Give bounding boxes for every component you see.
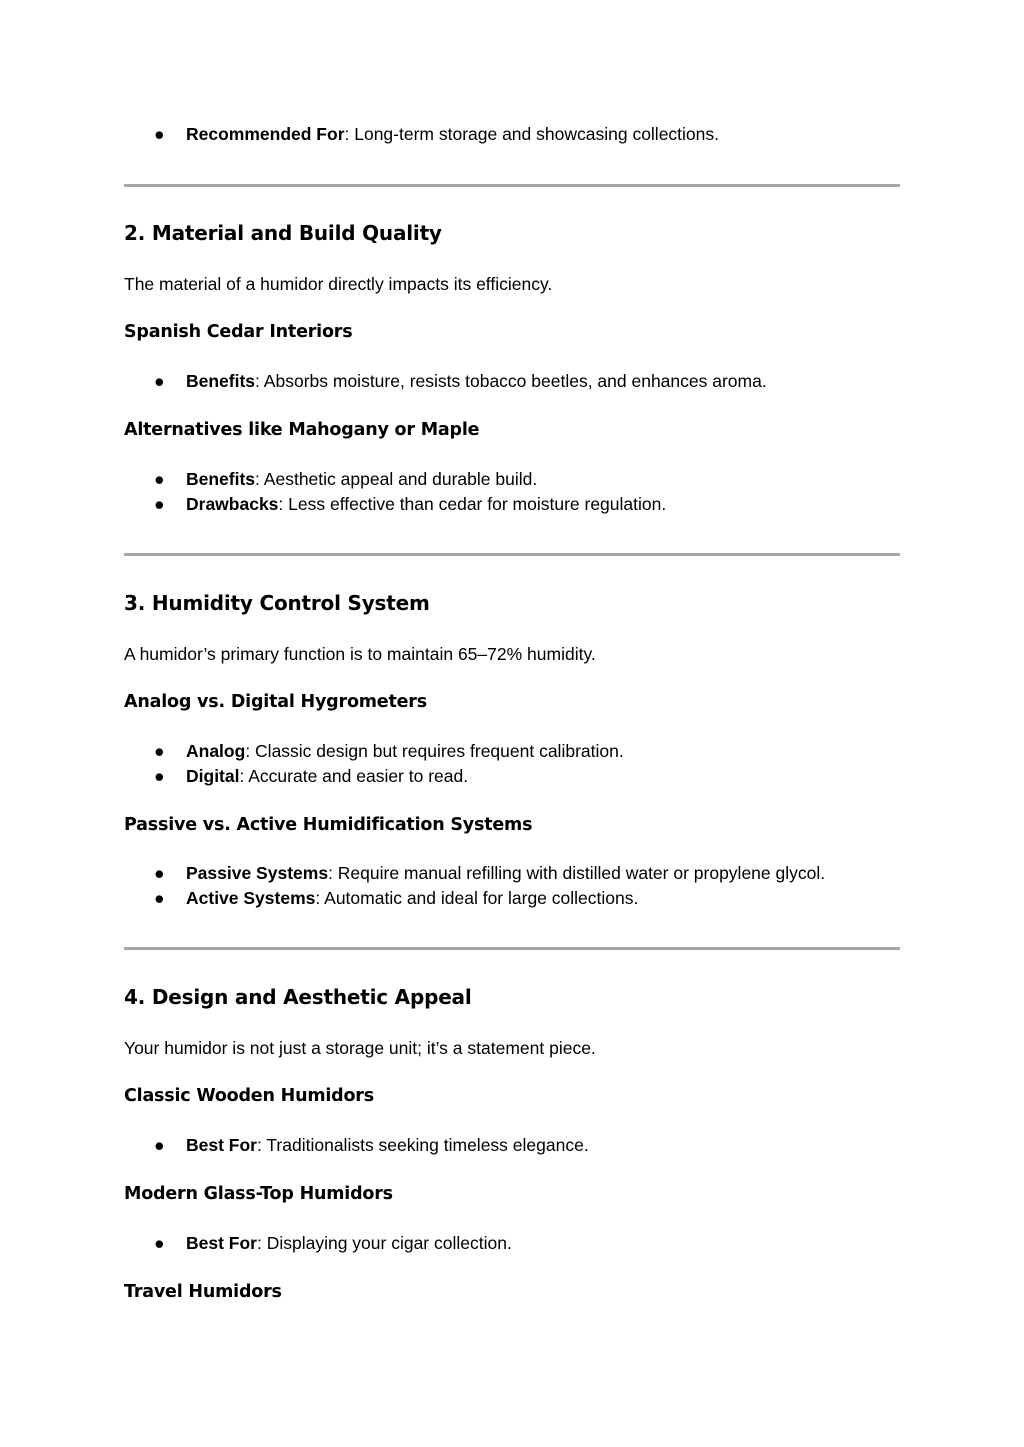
- horizontal-rule: [124, 184, 900, 187]
- bullet-dot: ●: [154, 888, 165, 908]
- bullet-text: : Classic design but requires frequent calibration.: [245, 741, 624, 761]
- bullet-dot: ●: [154, 766, 165, 786]
- horizontal-rule: [124, 947, 900, 950]
- bullet-text: : Require manual refilling with distilled water or propylene glycol.: [328, 863, 826, 883]
- bullet-text: : Less effective than cedar for moisture regulation.: [278, 494, 667, 514]
- bullet-text: : Automatic and ideal for large collections.: [315, 888, 639, 908]
- bullet-dot: ●: [154, 1135, 165, 1155]
- paragraph-design-intro: Your humidor is not just a storage unit; it’s a statement piece.: [124, 1038, 596, 1058]
- bullet-dot: ●: [154, 371, 165, 391]
- subheading-hygrometers: Analog vs. Digital Hygrometers: [124, 692, 427, 712]
- subheading-humidification: Passive vs. Active Humidification Systems: [124, 815, 533, 835]
- bullet-text: : Traditionalists seeking timeless elegance.: [256, 1135, 589, 1155]
- horizontal-rule: [124, 553, 900, 556]
- subheading-travel: Travel Humidors: [124, 1282, 282, 1302]
- section-heading-humidity: 3. Humidity Control System: [124, 591, 430, 615]
- bullet-term: Best For: [186, 1233, 257, 1253]
- bullet-dot: ●: [154, 494, 165, 514]
- paragraph-material-intro: The material of a humidor directly impacts its efficiency.: [124, 274, 553, 294]
- bullet-dot: ●: [154, 863, 165, 883]
- section-heading-design: 4. Design and Aesthetic Appeal: [124, 985, 472, 1009]
- subheading-alternatives: Alternatives like Mahogany or Maple: [124, 420, 480, 440]
- subheading-spanish-cedar: Spanish Cedar Interiors: [124, 322, 353, 342]
- bullet-term: Drawbacks: [186, 494, 279, 514]
- bullet-dot: ●: [154, 124, 165, 144]
- bullet-dot: ●: [154, 741, 165, 761]
- bullet-term: Best For: [186, 1135, 257, 1155]
- bullet-dot: ●: [154, 469, 165, 489]
- section-heading-material: 2. Material and Build Quality: [124, 221, 442, 245]
- bullet-term: Benefits: [186, 469, 256, 489]
- subheading-glass-top: Modern Glass-Top Humidors: [124, 1184, 393, 1204]
- bullet-text: : Long-term storage and showcasing collections.: [344, 124, 720, 144]
- bullet-text: : Accurate and easier to read.: [239, 766, 469, 786]
- paragraph-humidity-intro: A humidor’s primary function is to maintain 65–72% humidity.: [124, 644, 596, 664]
- bullet-text: : Aesthetic appeal and durable build.: [255, 469, 538, 489]
- bullet-term: Active Systems: [186, 888, 316, 908]
- bullet-term: Benefits: [186, 371, 256, 391]
- bullet-dot: ●: [154, 1233, 165, 1253]
- bullet-text: : Displaying your cigar collection.: [256, 1233, 512, 1253]
- bullet-term: Digital: [186, 766, 240, 786]
- subheading-classic-wooden: Classic Wooden Humidors: [124, 1086, 374, 1106]
- bullet-text: : Absorbs moisture, resists tobacco beetles, and enhances aroma.: [255, 371, 767, 391]
- bullet-term: Analog: [186, 741, 246, 761]
- bullet-term: Recommended For: [186, 124, 345, 144]
- bullet-term: Passive Systems: [186, 863, 329, 883]
